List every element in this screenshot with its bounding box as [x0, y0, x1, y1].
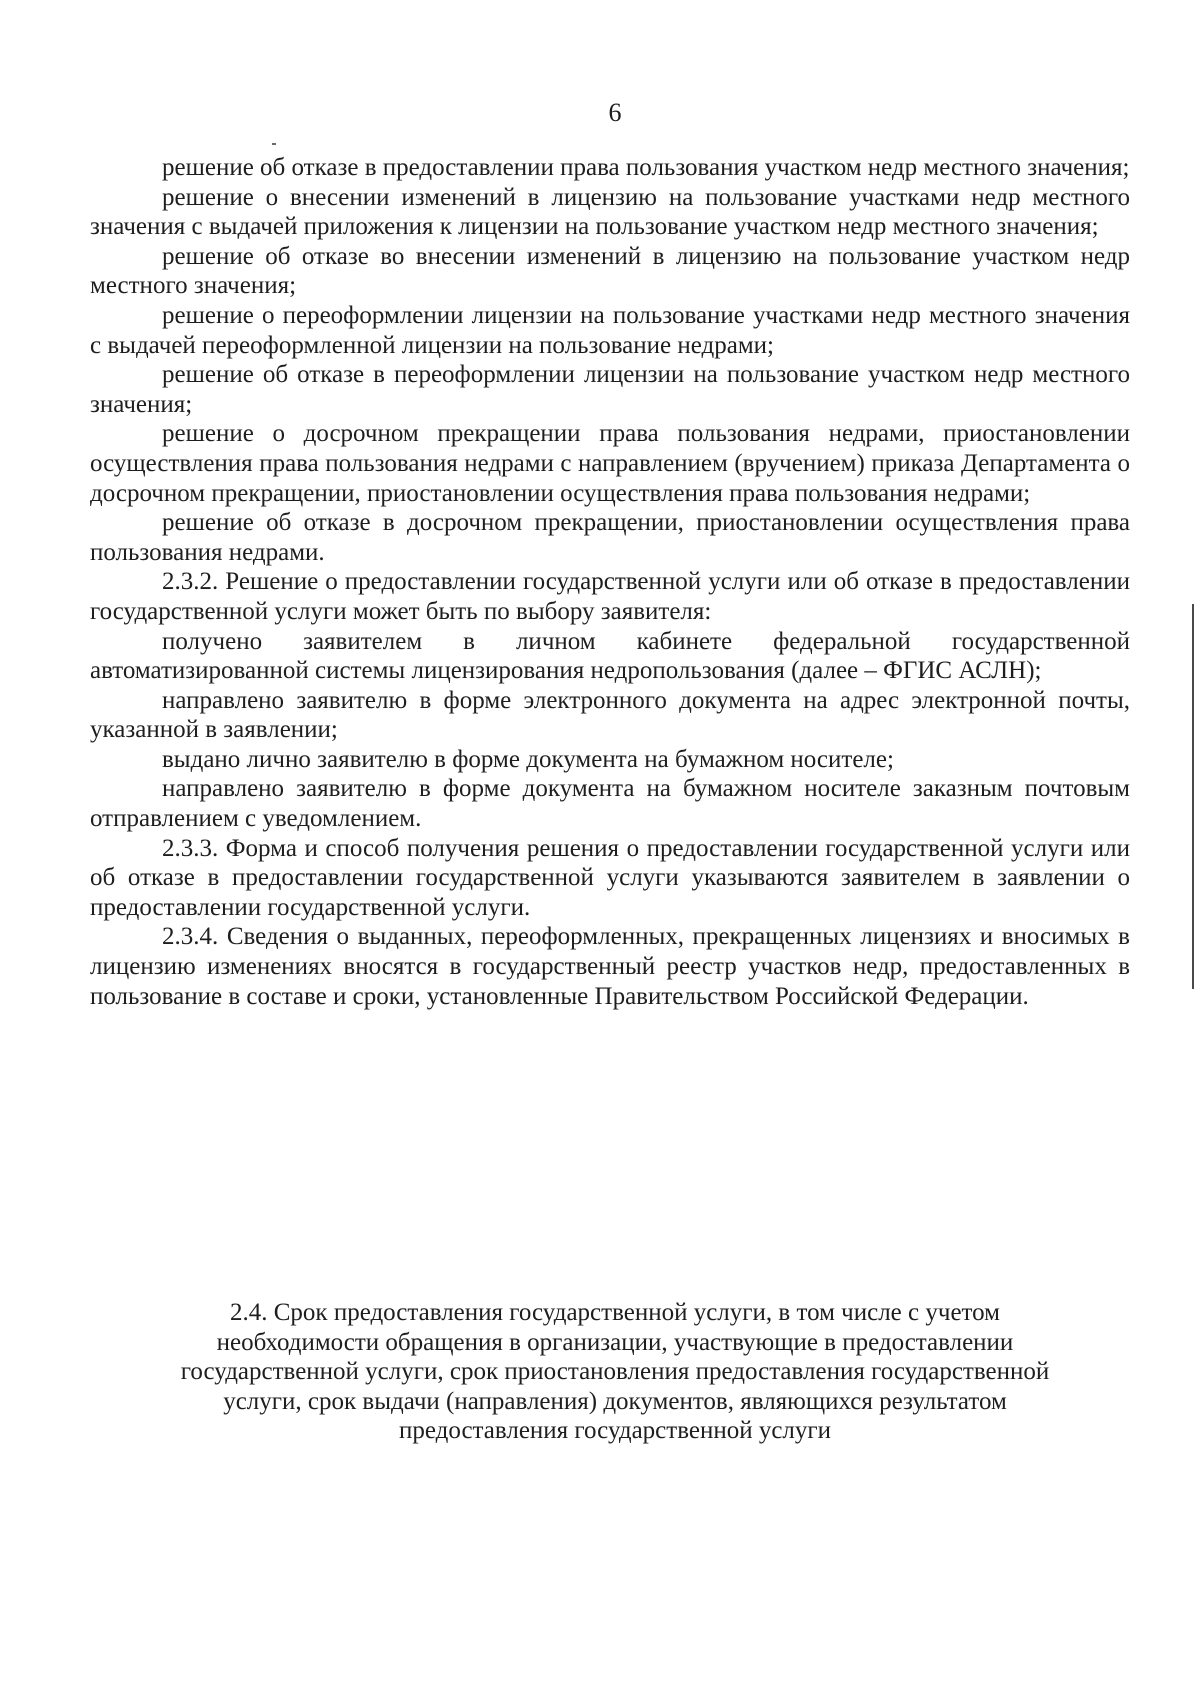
heading-line: необходимости обращения в организации, участвующие в предоставлении	[216, 1328, 1014, 1356]
page-number: 6	[608, 98, 622, 127]
paragraph-received-in-account: получено заявителем в личном кабинете федеральной государственной автоматизированной системы лицензирования недропользования (далее – ФГИС АСЛН);	[90, 627, 1130, 685]
heading-line: предоставления государственной услуги	[398, 1417, 832, 1445]
body-text	[90, 153, 1130, 1011]
paragraph-refusal-license-reissue: решение об отказе в переоформлении лицензии на пользование участком недр местного значения;	[90, 361, 1130, 418]
heading-line: услуги, срок выдачи (направления) документов, являющихся результатом	[223, 1387, 1007, 1415]
paragraph-refusal-early-termination: решение об отказе в досрочном прекращении, приостановлении осуществления права пользования недрами.	[90, 509, 1130, 566]
paragraph-sent-by-email: направлено заявителю в форме электронного документа на адрес электронной почты, указанной в заявлении;	[90, 686, 1130, 744]
scan-speck	[272, 143, 276, 145]
paragraph-2-3-3: 2.3.3. Форма и способ получения решения о предоставлении государственной услуги или об отказе в предоставлении государственной услуги указываются заявителем в заявлении о предоставлении государственной услуги.	[90, 834, 1130, 921]
section-heading-2-4	[100, 1298, 1130, 1446]
scan-edge-mark	[1192, 604, 1194, 989]
paragraph-refusal-license-amendment: решение об отказе во внесении изменений в лицензию на пользование участком недр местного значения;	[90, 242, 1130, 300]
paragraph-license-reissue: решение о переоформлении лицензии на пользование участками недр местного значения с выдачей переоформленной лицензии на пользование недрами;	[90, 301, 1130, 359]
paragraph-2-3-2: 2.3.2. Решение о предоставлении государственной услуги или об отказе в предоставлении государственной услуги может быть по выбору заявителя:	[90, 568, 1130, 625]
paragraph-refusal-right-of-use: решение об отказе в предоставлении права пользования участком недр местного значения;	[162, 154, 1130, 181]
paragraph-sent-by-post: направлено заявителю в форме документа на бумажном носителе заказным почтовым отправлением с уведомлением.	[90, 775, 1130, 833]
heading-line: государственной услуги, срок приостановления предоставления государственной	[180, 1358, 1050, 1386]
heading-line: 2.4. Срок предоставления государственной услуги, в том числе с учетом	[230, 1299, 1000, 1326]
paragraph-issued-in-person: выдано лично заявителю в форме документа на бумажном носителе;	[162, 745, 894, 773]
paragraph-early-termination: решение о досрочном прекращении права пользования недрами, приостановлении осуществления права пользования недрами с направлением (вручением) приказа Департамента о досрочном прекращении, приостановлении осуществления права пользования недрами;	[90, 420, 1130, 507]
paragraph-license-amendment: решение о внесении изменений в лицензию на пользование участками недр местного значения с выдачей приложения к лицензии на пользование участком недр местного значения;	[90, 183, 1130, 241]
paragraph-2-3-4: 2.3.4. Сведения о выданных, переоформленных, прекращенных лицензиях и вносимых в лицензию изменениях вносятся в государственный реестр участков недр, предоставленных в пользование в составе и сроки, установленные Правительством Российской Федерации.	[90, 923, 1130, 1010]
